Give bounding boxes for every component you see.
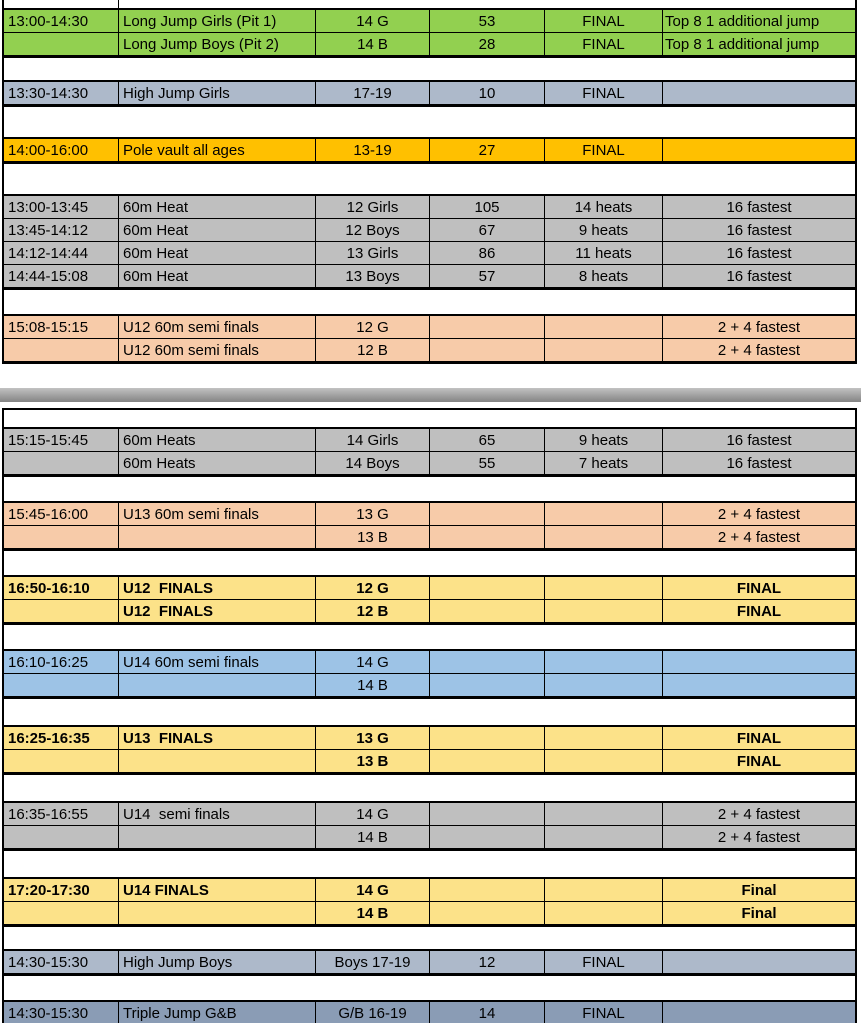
cell-entries: [430, 902, 545, 924]
cell-time: 14:44-15:08: [4, 265, 119, 287]
cell-event: U12 FINALS: [119, 600, 316, 622]
cell-event: U12 60m semi finals: [119, 339, 316, 361]
cell-notes: 16 fastest: [726, 454, 792, 472]
schedule-row: [4, 879, 855, 901]
cell-notes: [663, 651, 855, 673]
cell-event: [119, 750, 316, 772]
cell-event: U13 FINALS: [119, 727, 316, 749]
cell-time: 16:10-16:25: [4, 651, 119, 673]
schedule-row: [4, 316, 855, 338]
cell-status: FINAL: [545, 10, 663, 32]
cell-age-group: 12 B: [316, 339, 430, 361]
cell-age-group: 12 Girls: [316, 196, 430, 218]
event-block: [2, 80, 857, 107]
cell-status: [545, 803, 663, 825]
cell-status: 11 heats: [545, 242, 663, 264]
schedule-page-1: [2, 0, 857, 364]
cell-age-group: 14 B: [316, 674, 430, 696]
cell-time: 15:08-15:15: [4, 316, 119, 338]
page-1-blocks: [2, 8, 857, 364]
event-block: [2, 575, 857, 625]
cell-notes: FINAL: [736, 579, 782, 597]
cell-notes: 2 + 4 fastest: [717, 341, 801, 359]
cell-event: High Jump Girls: [119, 82, 316, 104]
cell-entries: 53: [430, 10, 545, 32]
row-spacer: [2, 290, 857, 314]
cell-age-group: 12 B: [316, 600, 430, 622]
cell-entries: 28: [430, 33, 545, 55]
cell-entries: [430, 651, 545, 673]
cell-entries: [430, 577, 545, 599]
empty-lead-row: [2, 408, 857, 427]
row-spacer: [2, 625, 857, 649]
schedule-row: [4, 749, 855, 772]
cell-entries: [430, 879, 545, 901]
cell-notes: [663, 674, 855, 696]
cell-entries: [430, 826, 545, 848]
cell-notes: FINAL: [736, 602, 782, 620]
cell-notes: 16 fastest: [726, 221, 792, 239]
schedule-row: [4, 673, 855, 696]
schedule-row: [4, 139, 855, 161]
cell-status: [545, 727, 663, 749]
schedule-row: [4, 264, 855, 287]
event-block: [2, 725, 857, 775]
schedule-row: [4, 825, 855, 848]
cell-status: [545, 600, 663, 622]
schedule-row: [4, 241, 855, 264]
cell-age-group: 13 G: [316, 503, 430, 525]
schedule-row: [4, 951, 855, 973]
clipped-time-cell: [4, 0, 119, 8]
cell-status: [545, 577, 663, 599]
cell-event: 60m Heat: [119, 242, 316, 264]
cell-notes: 16 fastest: [726, 431, 792, 449]
cell-age-group: 14 G: [316, 803, 430, 825]
cell-notes: 16 fastest: [726, 198, 792, 216]
row-spacer: [2, 164, 857, 194]
cell-time: 13:00-13:45: [4, 196, 119, 218]
cell-status: 9 heats: [545, 219, 663, 241]
row-spacer: [2, 58, 857, 80]
cell-age-group: 13-19: [316, 139, 430, 161]
cell-entries: 67: [430, 219, 545, 241]
cell-status: [545, 879, 663, 901]
cell-status: FINAL: [545, 951, 663, 973]
cell-notes: [663, 951, 855, 973]
cell-age-group: 14 Girls: [316, 429, 430, 451]
event-block: [2, 501, 857, 551]
cell-event: [119, 902, 316, 924]
cell-event: U13 60m semi finals: [119, 503, 316, 525]
cell-status: [545, 526, 663, 548]
cell-event: Long Jump Boys (Pit 2): [119, 33, 316, 55]
cell-age-group: 13 G: [316, 727, 430, 749]
schedule-row: [4, 503, 855, 525]
cell-notes: [663, 82, 855, 104]
cell-event: U12 60m semi finals: [119, 316, 316, 338]
cell-time: 17:20-17:30: [4, 879, 119, 901]
event-block: [2, 801, 857, 851]
cell-event: U14 60m semi finals: [119, 651, 316, 673]
schedule-row: [4, 338, 855, 361]
cell-status: 9 heats: [545, 429, 663, 451]
cell-event: Long Jump Girls (Pit 1): [119, 10, 316, 32]
cell-notes: 2 + 4 fastest: [717, 318, 801, 336]
cell-event: [119, 826, 316, 848]
cell-entries: [430, 316, 545, 338]
cell-status: FINAL: [545, 1002, 663, 1023]
cell-notes: [663, 1002, 855, 1023]
cell-time: [4, 750, 119, 772]
event-block: [2, 1000, 857, 1023]
cell-event: 60m Heats: [119, 452, 316, 474]
schedule-row: [4, 525, 855, 548]
cell-notes: Final: [741, 881, 777, 899]
cell-event: [119, 674, 316, 696]
cell-event: [119, 526, 316, 548]
cell-age-group: 13 Girls: [316, 242, 430, 264]
schedule-page-2: [2, 408, 857, 1023]
cell-age-group: 17-19: [316, 82, 430, 104]
cell-notes: FINAL: [736, 729, 782, 747]
cell-notes: 16 fastest: [726, 267, 792, 285]
cell-time: 15:45-16:00: [4, 503, 119, 525]
cell-entries: 55: [430, 452, 545, 474]
cell-entries: 27: [430, 139, 545, 161]
row-spacer: [2, 551, 857, 575]
schedule-row: [4, 82, 855, 104]
cell-age-group: 14 B: [316, 826, 430, 848]
cell-notes: FINAL: [736, 752, 782, 770]
schedule-row: [4, 651, 855, 673]
schedule-row: [4, 218, 855, 241]
cell-age-group: 13 Boys: [316, 265, 430, 287]
schedule-row: [4, 429, 855, 451]
cell-time: 16:35-16:55: [4, 803, 119, 825]
cell-status: 7 heats: [545, 452, 663, 474]
event-block: [2, 649, 857, 699]
cell-time: 13:30-14:30: [4, 82, 119, 104]
event-block: [2, 949, 857, 976]
cell-status: [545, 902, 663, 924]
cell-event: High Jump Boys: [119, 951, 316, 973]
event-block: [2, 137, 857, 164]
cell-event: 60m Heat: [119, 265, 316, 287]
cell-status: [545, 750, 663, 772]
schedule-row: [4, 451, 855, 474]
cell-entries: 57: [430, 265, 545, 287]
cell-entries: [430, 750, 545, 772]
cell-entries: 14: [430, 1002, 545, 1023]
cell-age-group: 14 Boys: [316, 452, 430, 474]
cell-entries: 65: [430, 429, 545, 451]
cell-time: 13:45-14:12: [4, 219, 119, 241]
cell-time: 13:00-14:30: [4, 10, 119, 32]
cell-entries: 12: [430, 951, 545, 973]
cell-age-group: 13 B: [316, 750, 430, 772]
cell-event: 60m Heats: [119, 429, 316, 451]
cell-status: [545, 674, 663, 696]
cell-time: 14:00-16:00: [4, 139, 119, 161]
schedule-row: [4, 599, 855, 622]
cell-status: FINAL: [545, 139, 663, 161]
schedule-row: [4, 577, 855, 599]
cell-status: [545, 316, 663, 338]
cell-time: [4, 826, 119, 848]
cell-time: [4, 339, 119, 361]
cell-status: FINAL: [545, 82, 663, 104]
cell-event: U12 FINALS: [119, 577, 316, 599]
cell-entries: [430, 526, 545, 548]
clipped-top-row: [2, 0, 857, 8]
cell-age-group: 12 Boys: [316, 219, 430, 241]
cell-notes: 2 + 4 fastest: [717, 505, 801, 523]
cell-entries: [430, 727, 545, 749]
cell-age-group: 12 G: [316, 316, 430, 338]
cell-notes: 2 + 4 fastest: [717, 828, 801, 846]
cell-entries: [430, 339, 545, 361]
cell-event: U14 semi finals: [119, 803, 316, 825]
cell-entries: [430, 674, 545, 696]
row-spacer: [2, 699, 857, 725]
cell-time: [4, 674, 119, 696]
cell-notes: Final: [741, 904, 777, 922]
cell-time: 14:12-14:44: [4, 242, 119, 264]
cell-notes: Top 8 1 additional jump: [665, 35, 820, 53]
cell-entries: 86: [430, 242, 545, 264]
cell-notes: Top 8 1 additional jump: [665, 12, 820, 30]
cell-status: 14 heats: [545, 196, 663, 218]
cell-age-group: 14 B: [316, 33, 430, 55]
cell-age-group: 12 G: [316, 577, 430, 599]
cell-age-group: 14 B: [316, 902, 430, 924]
cell-status: FINAL: [545, 33, 663, 55]
cell-time: 15:15-15:45: [4, 429, 119, 451]
cell-entries: [430, 503, 545, 525]
row-spacer: [2, 107, 857, 137]
cell-time: [4, 33, 119, 55]
row-spacer: [2, 976, 857, 1000]
cell-time: 14:30-15:30: [4, 1002, 119, 1023]
cell-event: 60m Heat: [119, 196, 316, 218]
schedule-row: [4, 32, 855, 55]
page-break-bar: [0, 388, 861, 402]
cell-entries: [430, 803, 545, 825]
row-spacer: [2, 851, 857, 877]
schedule-row: [4, 196, 855, 218]
cell-time: 16:25-16:35: [4, 727, 119, 749]
page-2-blocks: [2, 427, 857, 1023]
cell-entries: 10: [430, 82, 545, 104]
cell-notes: [663, 139, 855, 161]
cell-notes: 16 fastest: [726, 244, 792, 262]
cell-status: 8 heats: [545, 265, 663, 287]
cell-time: [4, 526, 119, 548]
schedule-row: [4, 727, 855, 749]
cell-status: [545, 503, 663, 525]
cell-age-group: 14 G: [316, 651, 430, 673]
event-block: [2, 877, 857, 927]
cell-age-group: 14 G: [316, 879, 430, 901]
event-block: [2, 194, 857, 290]
cell-event: U14 FINALS: [119, 879, 316, 901]
schedule-row: [4, 803, 855, 825]
cell-time: [4, 902, 119, 924]
row-spacer: [2, 927, 857, 949]
cell-time: [4, 452, 119, 474]
schedule-row: [4, 1002, 855, 1023]
cell-time: [4, 600, 119, 622]
cell-age-group: G/B 16-19: [316, 1002, 430, 1023]
cell-status: [545, 826, 663, 848]
cell-age-group: 14 G: [316, 10, 430, 32]
cell-status: [545, 651, 663, 673]
row-spacer: [2, 775, 857, 801]
cell-entries: 105: [430, 196, 545, 218]
schedule-row: [4, 901, 855, 924]
event-block: [2, 8, 857, 58]
cell-event: Pole vault all ages: [119, 139, 316, 161]
cell-time: 16:50-16:10: [4, 577, 119, 599]
cell-entries: [430, 600, 545, 622]
cell-time: 14:30-15:30: [4, 951, 119, 973]
cell-notes: 2 + 4 fastest: [717, 528, 801, 546]
cell-event: Triple Jump G&B: [119, 1002, 316, 1023]
cell-age-group: Boys 17-19: [316, 951, 430, 973]
schedule-row: [4, 10, 855, 32]
event-block: [2, 427, 857, 477]
cell-notes: 2 + 4 fastest: [717, 805, 801, 823]
row-spacer: [2, 477, 857, 501]
cell-status: [545, 339, 663, 361]
cell-event: 60m Heat: [119, 219, 316, 241]
cell-age-group: 13 B: [316, 526, 430, 548]
event-block: [2, 314, 857, 364]
